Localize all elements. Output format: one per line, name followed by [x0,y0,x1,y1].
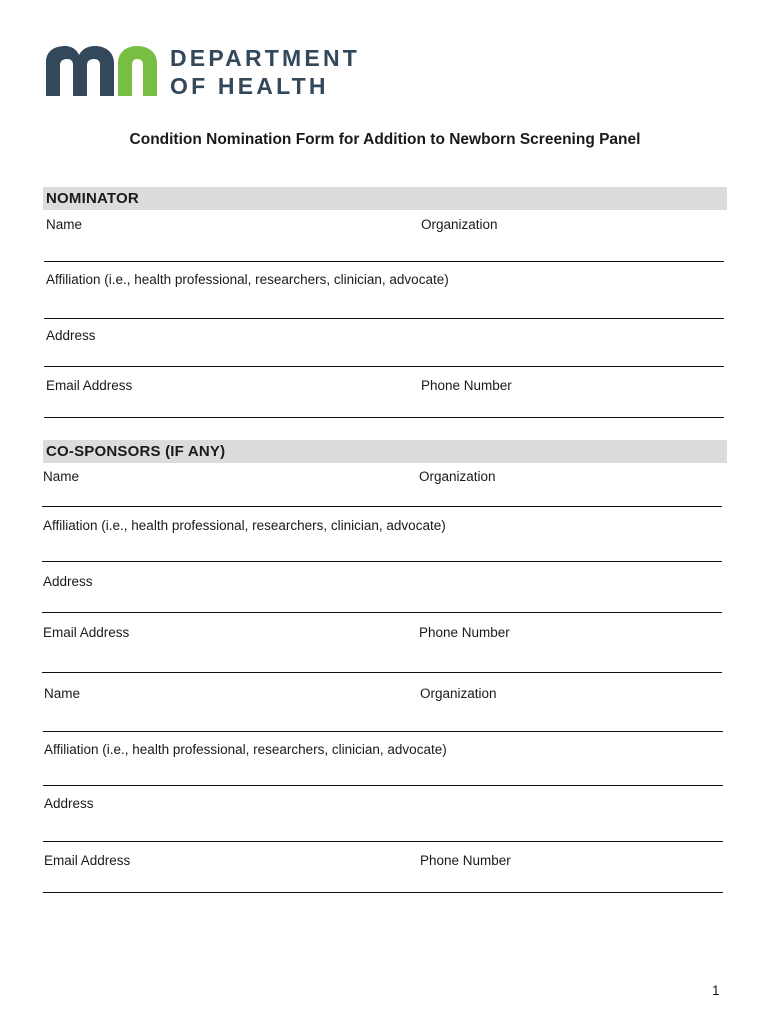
nominator-name-line[interactable] [44,261,724,262]
cosponsor-2-email-line[interactable] [43,892,723,893]
nominator-name-label: Name [46,217,83,232]
form-title: Condition Nomination Form for Addition to Newborn Screening Panel [129,131,641,148]
nominator-section-bar [43,187,727,210]
cosponsor-1-organization-label: Organization [419,469,496,484]
logo-line-1: DEPARTMENT [170,45,361,71]
nominator-email-line[interactable] [44,417,724,418]
cosponsor-2-address-label: Address [44,796,94,811]
nominator-phone-label: Phone Number [421,378,512,393]
cosponsor-2-name-line[interactable] [43,731,723,732]
logo-line-2: OF HEALTH [170,73,329,99]
cosponsor-2-address-line[interactable] [43,841,723,842]
cosponsor-1-phone-label: Phone Number [419,625,510,640]
cosponsor-1-email-line[interactable] [42,672,722,673]
cosponsor-1-address-line[interactable] [42,612,722,613]
nominator-email-label: Email Address [46,378,133,393]
cosponsor-1-name-line[interactable] [42,506,722,507]
cosponsor-2-affiliation-label: Affiliation (i.e., health professional, researchers, clinician, advocate) [44,742,447,757]
nominator-organization-label: Organization [421,217,498,232]
cosponsor-2-organization-label: Organization [420,686,497,701]
nominator-address-label: Address [46,328,96,343]
nominator-heading: NOMINATOR [46,190,139,207]
cosponsor-1-affiliation-line[interactable] [42,561,722,562]
cosponsors-section-bar [43,440,727,463]
mn-dept-health-logo [44,44,374,100]
cosponsor-1-affiliation-label: Affiliation (i.e., health professional, researchers, clinician, advocate) [43,518,446,533]
nominator-affiliation-label: Affiliation (i.e., health professional, researchers, clinician, advocate) [46,272,449,287]
cosponsor-2-affiliation-line[interactable] [43,785,723,786]
cosponsor-2-name-label: Name [44,686,81,701]
cosponsor-1-email-label: Email Address [43,625,130,640]
nominator-address-line[interactable] [44,366,724,367]
page-number: 1 [712,983,720,998]
mn-logo-icon [44,46,159,98]
cosponsor-1-address-label: Address [43,574,93,589]
cosponsor-2-email-label: Email Address [44,853,131,868]
cosponsors-heading: CO-SPONSORS (IF ANY) [46,443,226,460]
cosponsor-2-phone-label: Phone Number [420,853,511,868]
nominator-affiliation-line[interactable] [44,318,724,319]
cosponsor-1-name-label: Name [43,469,80,484]
